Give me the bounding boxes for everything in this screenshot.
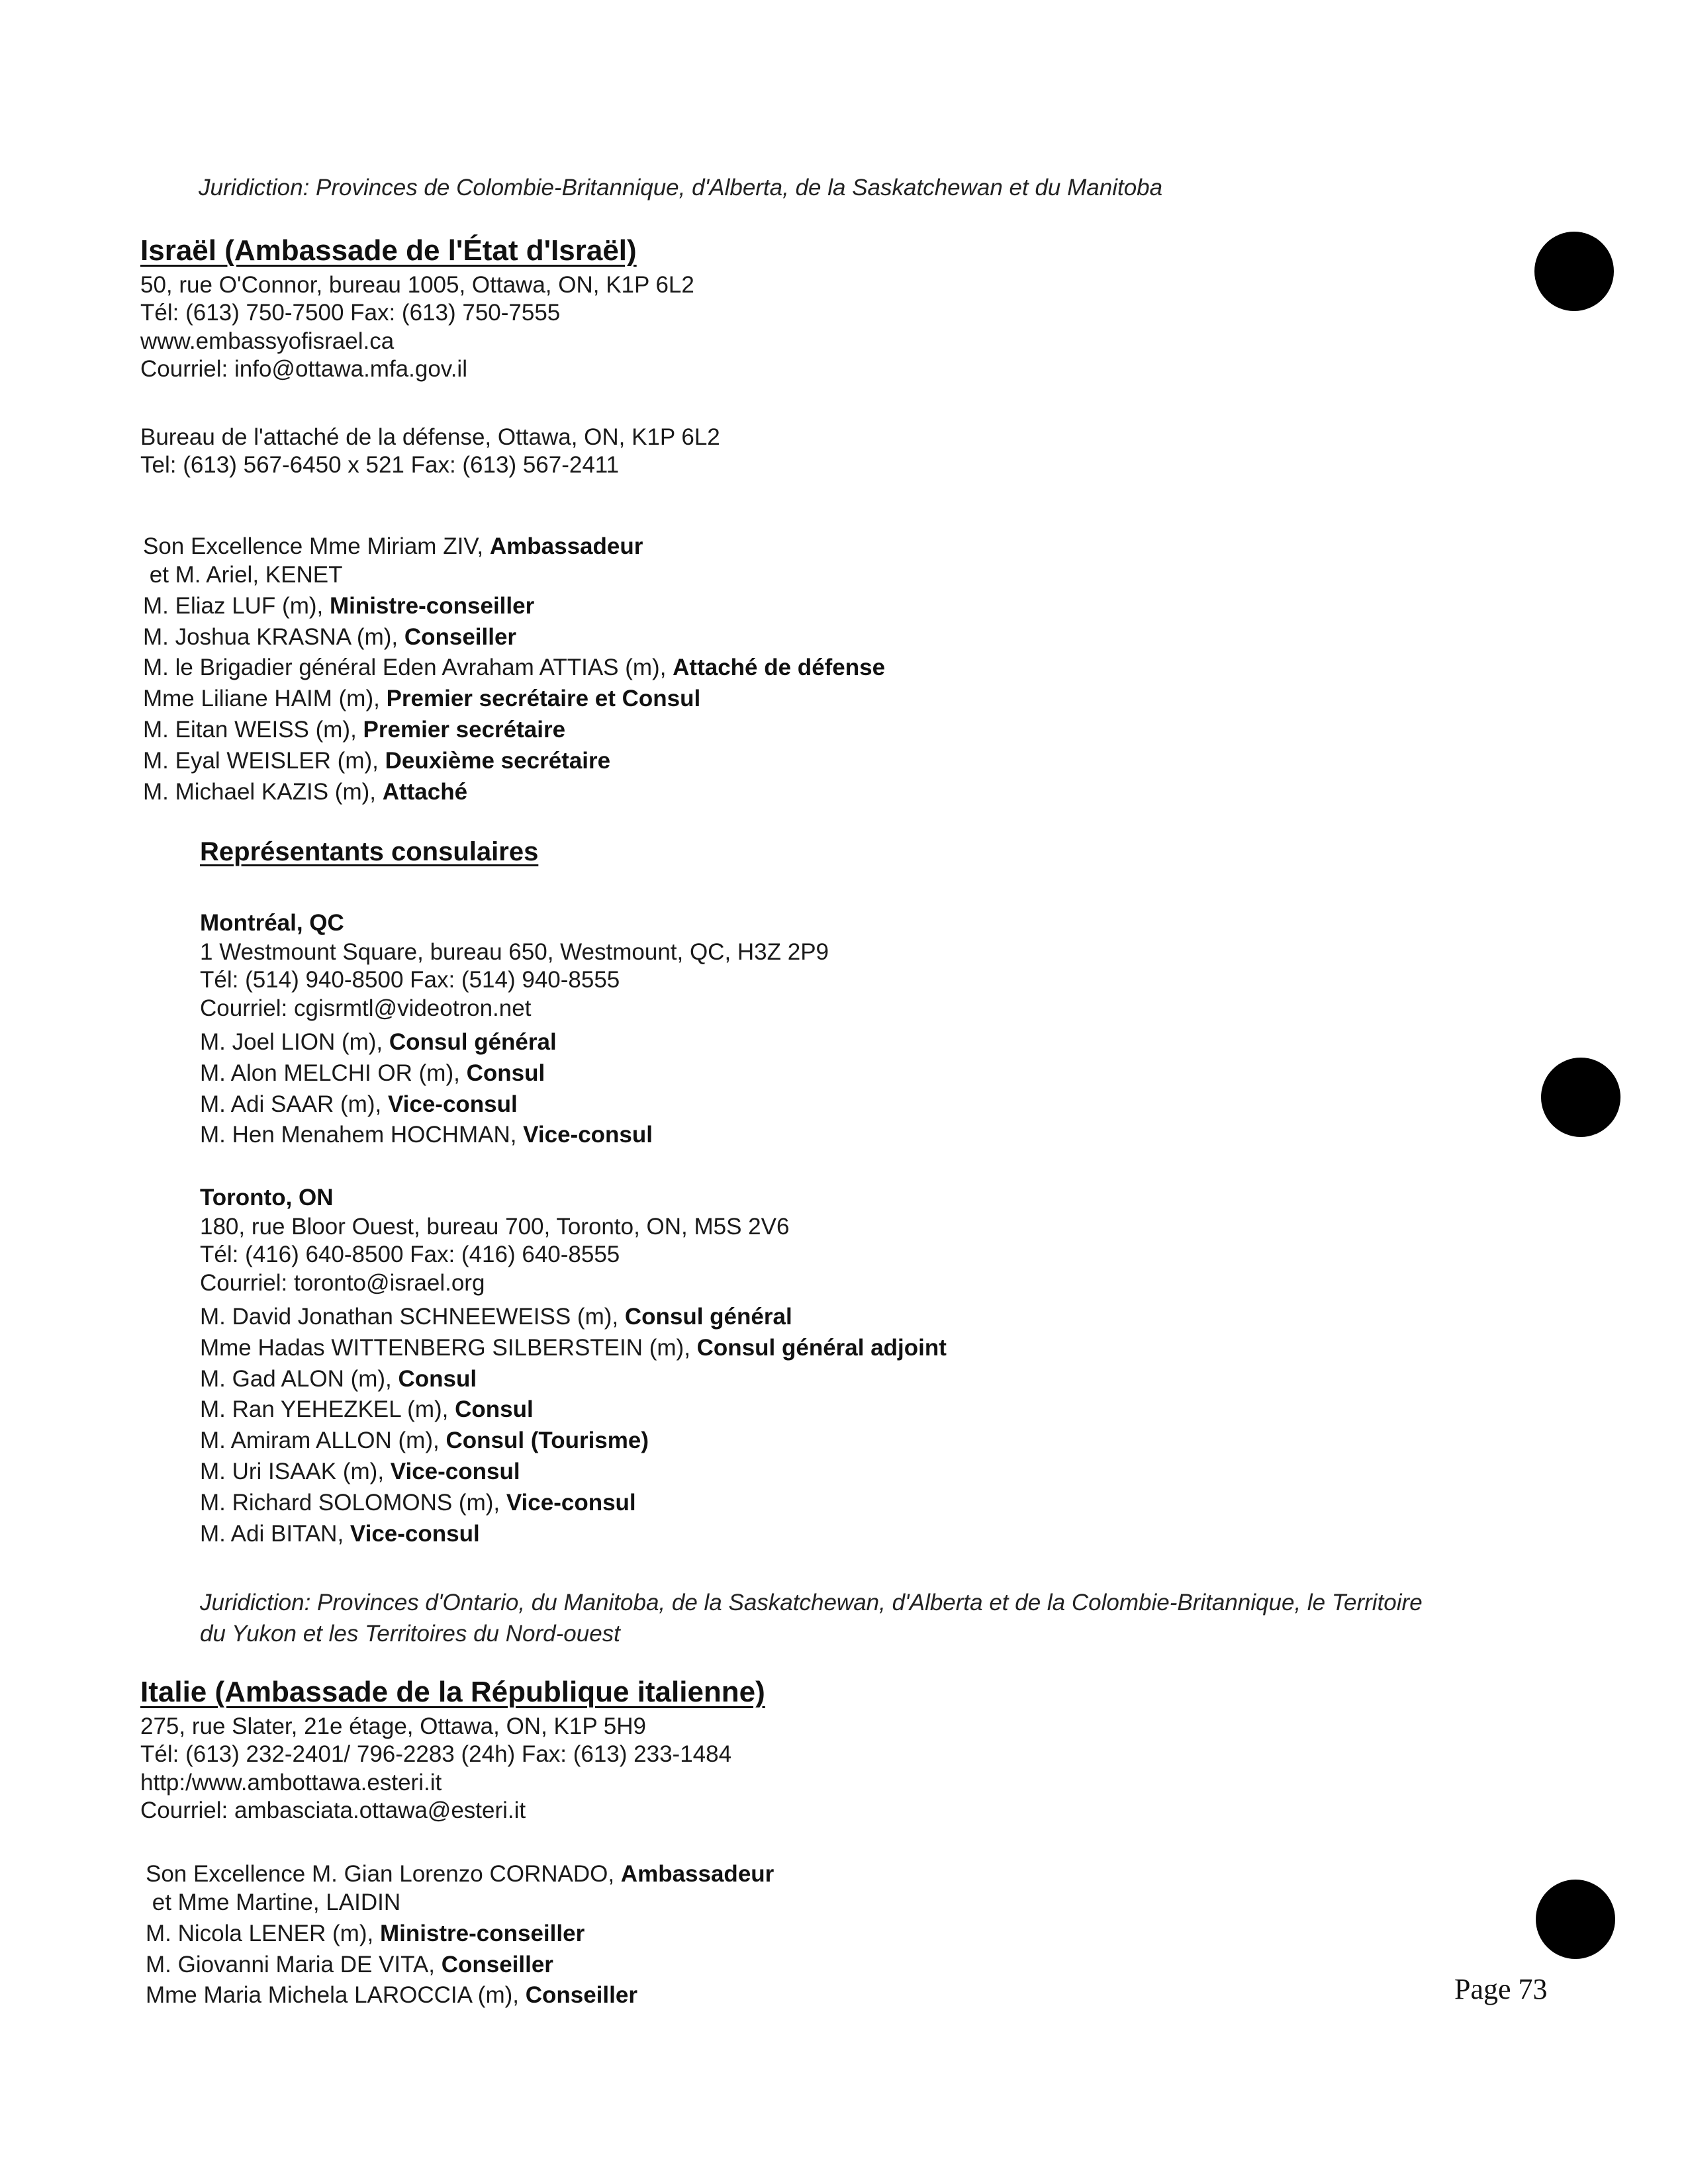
city-heading-montreal: Montréal, QC — [200, 910, 344, 936]
staff-entry: M. Giovanni Maria DE VITA, Conseiller — [146, 1951, 553, 1978]
address-line: Bureau de l'attaché de la défense, Ottawa, ON, K1P 6L2 — [140, 424, 720, 450]
italy-address-block — [140, 1713, 731, 1825]
email-line: Courriel: cgisrmtl@videotron.net — [200, 995, 532, 1021]
israel-address-block — [140, 271, 694, 383]
defense-attache-block — [140, 424, 720, 480]
address-line: 50, rue O'Connor, bureau 1005, Ottawa, ON, K1P 6L2 — [140, 272, 694, 298]
phone-fax-line: Tél: (613) 232-2401/ 796-2283 (24h) Fax: (613) 233-1484 — [140, 1741, 732, 1768]
punch-hole-icon — [1536, 1880, 1615, 1959]
punch-hole-icon — [1534, 232, 1614, 311]
email-line: Courriel: toronto@israel.org — [200, 1269, 485, 1296]
staff-entry: M. Alon MELCHI OR (m), Consul — [200, 1060, 545, 1086]
toronto-staff-list — [200, 1302, 947, 1549]
address-line: 180, rue Bloor Ouest, bureau 700, Toronto, ON, M5S 2V6 — [200, 1214, 790, 1240]
toronto-address-block — [200, 1213, 789, 1297]
staff-entry: M. Richard SOLOMONS (m), Vice-consul — [200, 1489, 636, 1516]
staff-entry: Mme Maria Michela LAROCCIA (m), Conseiller — [146, 1982, 637, 2009]
jurisdiction-line: du Yukon et les Territoires du Nord-ouest — [200, 1621, 620, 1647]
israel-staff-list — [143, 533, 885, 807]
staff-entry: et M. Ariel, KENET — [143, 562, 343, 588]
email-line: Courriel: ambasciata.ottawa@esteri.it — [140, 1797, 526, 1823]
montreal-address-block — [200, 938, 829, 1023]
page-number: Page 73 — [1454, 1973, 1548, 2005]
phone-fax-line: Tel: (613) 567-6450 x 521 Fax: (613) 567-2411 — [140, 452, 620, 478]
montreal-staff-list — [200, 1027, 653, 1151]
address-line: 275, rue Slater, 21e étage, Ottawa, ON, K1P 5H9 — [140, 1713, 646, 1739]
staff-entry: M. le Brigadier général Eden Avraham ATTIAS (m), Attaché de défense — [143, 655, 886, 681]
staff-entry: M. Nicola LENER (m), Ministre-conseiller — [146, 1920, 585, 1946]
staff-entry: M. Hen Menahem HOCHMAN, Vice-consul — [200, 1122, 653, 1148]
staff-entry: M. Gad ALON (m), Consul — [200, 1365, 477, 1392]
phone-fax-line: Tél: (416) 640-8500 Fax: (416) 640-8555 — [200, 1242, 620, 1268]
website-line: http:/www.ambottawa.esteri.it — [140, 1769, 442, 1796]
staff-entry: M. Joshua KRASNA (m), Conseiller — [143, 623, 517, 650]
staff-entry: M. Ran YEHEZKEL (m), Consul — [200, 1396, 534, 1423]
staff-entry: M. Amiram ALLON (m), Consul (Tourisme) — [200, 1428, 649, 1454]
staff-entry: M. Eliaz LUF (m), Ministre-conseiller — [143, 592, 535, 619]
toronto-jurisdiction-note — [200, 1587, 1423, 1649]
staff-entry: M. Eyal WEISLER (m), Deuxième secrétaire — [143, 747, 611, 774]
jurisdiction-line: Juridiction: Provinces d'Ontario, du Manitoba, de la Saskatchewan, d'Alberta et de la Colombie-Britannique, le Territoire — [200, 1590, 1423, 1615]
phone-fax-line: Tél: (613) 750-7500 Fax: (613) 750-7555 — [140, 300, 561, 326]
staff-entry: Mme Liliane HAIM (m), Premier secrétaire et Consul — [143, 686, 701, 712]
staff-entry: M. Joel LION (m), Consul général — [200, 1029, 557, 1055]
staff-entry: et Mme Martine, LAIDIN — [146, 1889, 401, 1915]
consular-heading: Représentants consulaires — [200, 837, 539, 866]
email-line: Courriel: info@ottawa.mfa.gov.il — [140, 355, 467, 382]
address-line: 1 Westmount Square, bureau 650, Westmount, QC, H3Z 2P9 — [200, 939, 829, 965]
staff-entry: Son Excellence Mme Miriam ZIV, Ambassadeur — [143, 533, 643, 559]
phone-fax-line: Tél: (514) 940-8500 Fax: (514) 940-8555 — [200, 967, 620, 993]
jurisdiction-note: Juridiction: Provinces de Colombie-Britannique, d'Alberta, de la Saskatchewan et du Manitoba — [199, 175, 1163, 201]
staff-entry: M. Uri ISAAK (m), Vice-consul — [200, 1458, 520, 1484]
staff-entry: M. Adi SAAR (m), Vice-consul — [200, 1091, 518, 1117]
staff-entry: M. Michael KAZIS (m), Attaché — [143, 778, 468, 805]
section-heading-israel: Israël (Ambassade de l'État d'Israël) — [140, 234, 637, 267]
website-line: www.embassyofisrael.ca — [140, 328, 395, 354]
staff-entry: M. David Jonathan SCHNEEWEISS (m), Consul général — [200, 1304, 792, 1330]
italy-staff-list — [146, 1861, 774, 2011]
staff-entry: Son Excellence M. Gian Lorenzo CORNADO, Ambassadeur — [146, 1861, 774, 1887]
staff-entry: Mme Hadas WITTENBERG SILBERSTEIN (m), Consul général adjoint — [200, 1334, 947, 1361]
staff-entry: M. Adi BITAN, Vice-consul — [200, 1520, 480, 1547]
punch-hole-icon — [1541, 1058, 1620, 1137]
section-heading-italy: Italie (Ambassade de la République italienne) — [140, 1676, 765, 1708]
city-heading-toronto: Toronto, ON — [200, 1185, 334, 1210]
staff-entry: M. Eitan WEISS (m), Premier secrétaire — [143, 716, 566, 743]
